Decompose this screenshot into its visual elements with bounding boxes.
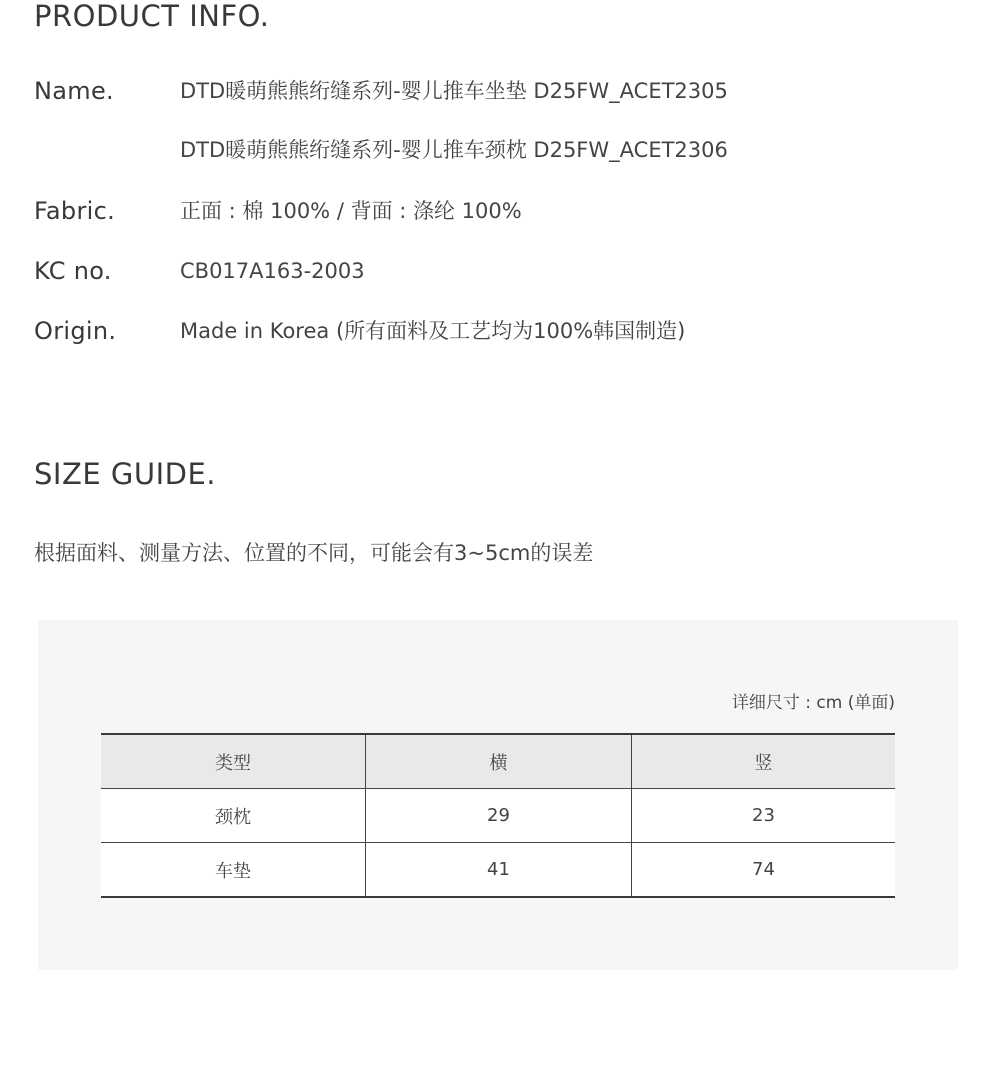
info-row-name (34, 76, 974, 106)
product-info-title: PRODUCT INFO. (34, 0, 270, 33)
cell-type: 车垫 (101, 843, 366, 898)
fabric-value: 正面 : 棉 100% / 背面 : 涤纶 100% (180, 199, 522, 223)
size-table-header-row (101, 734, 895, 789)
name-value-neck-pillow: DTD暖萌熊熊绗缝系列-婴儿推车颈枕 D25FW_ACET2306 (180, 138, 728, 162)
unit-note: 详细尺寸 : cm (单面) (731, 693, 895, 713)
size-table (101, 733, 895, 898)
size-guide-note: 根据面料、测量方法、位置的不同，可能会有3~5cm的误差 (34, 541, 594, 565)
header-type: 类型 (101, 734, 366, 789)
header-height: 竖 (632, 734, 896, 789)
name-label: Name. (34, 77, 114, 105)
kc-value: CB017A163-2003 (180, 259, 365, 283)
cell-type: 颈枕 (101, 789, 366, 843)
info-row-name-2 (34, 135, 974, 165)
origin-label: Origin. (34, 317, 117, 345)
cell-width: 29 (366, 789, 632, 843)
cell-width: 41 (366, 843, 632, 898)
cell-height: 74 (632, 843, 896, 898)
header-width: 横 (366, 734, 632, 789)
name-value-cushion: DTD暖萌熊熊绗缝系列-婴儿推车坐垫 D25FW_ACET2305 (180, 79, 728, 103)
size-guide-title: SIZE GUIDE. (34, 457, 216, 491)
info-row-fabric (34, 196, 974, 226)
info-row-kc (34, 256, 974, 286)
kc-label: KC no. (34, 257, 112, 285)
table-row (101, 789, 895, 843)
table-row (101, 843, 895, 898)
cell-height: 23 (632, 789, 896, 843)
origin-value: Made in Korea (所有面料及工艺均为100%韩国制造) (180, 319, 686, 343)
fabric-label: Fabric. (34, 197, 116, 225)
size-table-panel (38, 620, 958, 970)
info-row-origin (34, 316, 974, 346)
